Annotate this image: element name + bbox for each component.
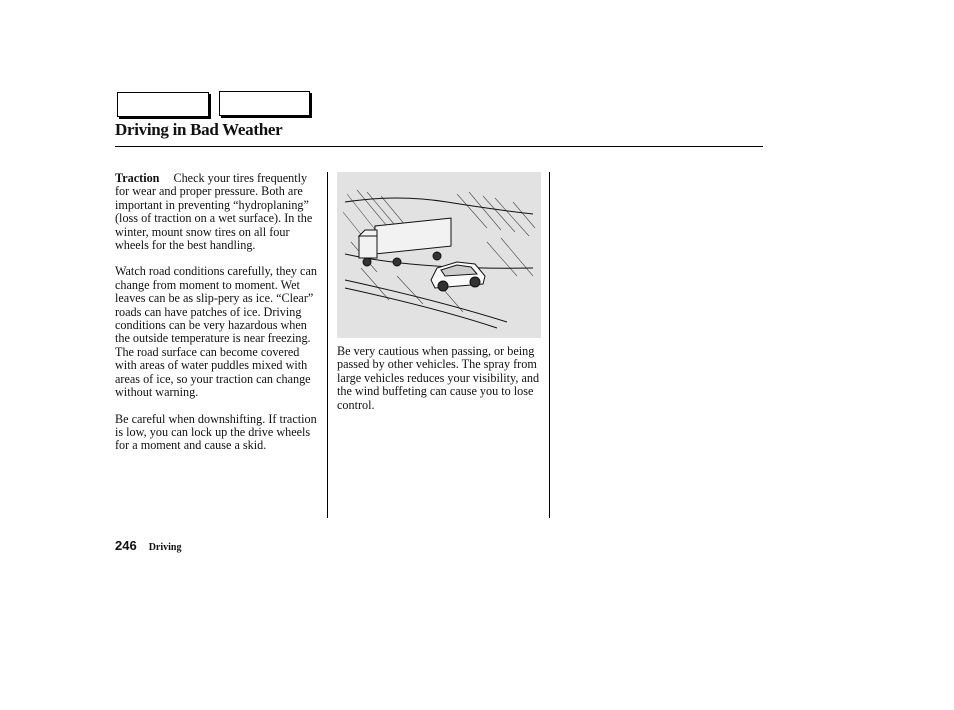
nav-tab-box-2[interactable] xyxy=(219,91,310,116)
downshifting-paragraph: Be careful when downshifting. If traction is low, you can lock up the drive wheels for a moment and cause a skid. xyxy=(115,411,317,453)
page-title: Driving in Bad Weather xyxy=(115,120,283,139)
text-column-1 xyxy=(115,172,323,466)
section-label: Driving xyxy=(148,542,182,553)
traction-text: Check your tires frequently for wear and proper pressure. Both are important in preventing “hydroplaning” (loss of traction on a wet surface). In the winter, mount snow tires on all four wheels for the best handling. xyxy=(115,171,313,253)
column-divider-left xyxy=(327,172,328,518)
nav-tab-box-1[interactable] xyxy=(117,92,209,117)
page-number: 246 xyxy=(115,538,137,553)
column-divider-right xyxy=(549,172,550,518)
text-column-2 xyxy=(337,345,545,425)
passing-caution-paragraph: Be very cautious when passing, or being passed by other vehicles. The spray from large vehicles reduces your visibility, and the wind buffeting can cause you to lose control. xyxy=(337,344,540,412)
truck-passing-car-in-rain-illustration xyxy=(337,172,541,338)
page-footer xyxy=(115,537,181,555)
title-divider xyxy=(115,146,763,147)
traction-heading: Traction xyxy=(115,171,160,185)
traction-paragraph xyxy=(115,172,323,252)
road-conditions-paragraph: Watch road conditions carefully, they can change from moment to moment. Wet leaves can be as slip-pery as ice. “Clear” roads can have patches of ice. Driving conditions can be very hazardous when the outside temperature is near freezing. The road surface can become covered with areas of water puddles mixed with areas of ice, so your traction can change without warning. xyxy=(115,264,317,400)
